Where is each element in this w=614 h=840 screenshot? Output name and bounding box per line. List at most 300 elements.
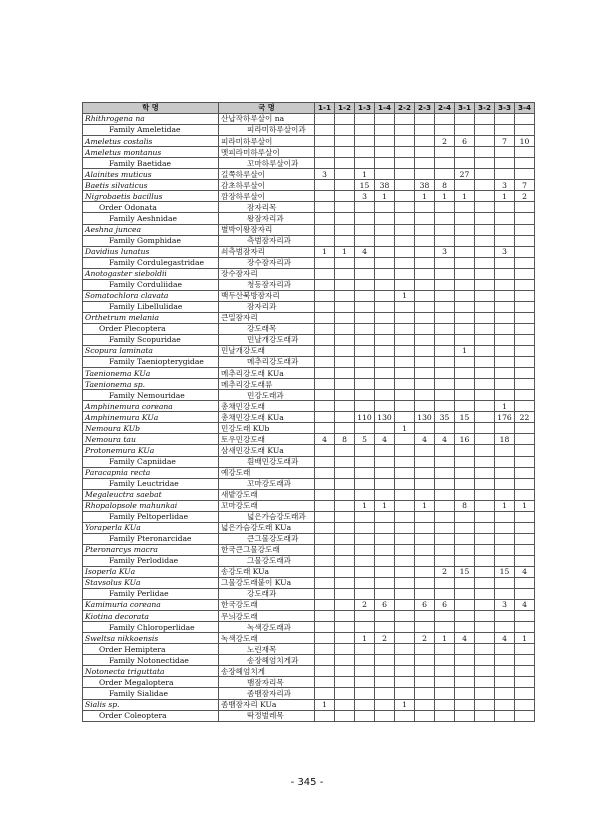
count-cell	[415, 644, 435, 655]
count-cell	[475, 445, 495, 456]
count-cell: 130	[375, 412, 395, 423]
count-cell	[435, 688, 455, 699]
count-cell	[355, 688, 375, 699]
scientific-name-cell: Megaleuctra saebat	[83, 489, 219, 500]
count-cell: 6	[375, 600, 395, 611]
count-cell	[355, 114, 375, 125]
count-cell	[515, 578, 535, 589]
count-cell	[335, 566, 355, 577]
column-header: 1-1	[315, 103, 335, 114]
count-cell	[515, 611, 535, 622]
count-cell	[315, 600, 335, 611]
count-cell	[355, 589, 375, 600]
count-cell: 15	[355, 180, 375, 191]
table-row	[83, 710, 535, 721]
count-cell	[335, 346, 355, 357]
count-cell: 3	[315, 169, 335, 180]
count-cell	[495, 158, 515, 169]
table-row	[83, 644, 535, 655]
count-cell	[415, 699, 435, 710]
count-cell	[495, 677, 515, 688]
count-cell	[475, 180, 495, 191]
count-cell: 15	[455, 566, 475, 577]
count-cell	[475, 279, 495, 290]
count-cell	[455, 312, 475, 323]
count-cell	[395, 533, 415, 544]
count-cell	[455, 677, 475, 688]
count-cell	[355, 622, 375, 633]
count-cell	[415, 467, 435, 478]
table-row	[83, 158, 535, 169]
count-cell	[375, 257, 395, 268]
count-cell	[435, 456, 455, 467]
count-cell: 4	[495, 633, 515, 644]
scientific-name-cell: Family Chloroperlidae	[83, 622, 219, 633]
count-cell	[395, 114, 415, 125]
count-cell	[515, 710, 535, 721]
count-cell	[495, 268, 515, 279]
count-cell	[455, 611, 475, 622]
count-cell	[315, 511, 335, 522]
count-cell	[395, 500, 415, 511]
count-cell	[475, 544, 495, 555]
scientific-name-cell: Order Coleoptera	[83, 710, 219, 721]
count-cell: 4	[375, 434, 395, 445]
table-row	[83, 489, 535, 500]
count-cell	[335, 600, 355, 611]
table-row	[83, 622, 535, 633]
scientific-name-cell: Alainites muticus	[83, 169, 219, 180]
count-cell	[355, 578, 375, 589]
count-cell	[415, 655, 435, 666]
count-cell	[435, 147, 455, 158]
count-cell	[495, 213, 515, 224]
count-cell	[495, 644, 515, 655]
count-cell	[335, 456, 355, 467]
count-cell	[355, 699, 375, 710]
count-cell	[455, 578, 475, 589]
table-row	[83, 600, 535, 611]
table-row	[83, 478, 535, 489]
korean-name-cell: 왕잠자리과	[219, 213, 315, 224]
column-header: 3-3	[495, 103, 515, 114]
count-cell	[355, 136, 375, 147]
count-cell	[515, 213, 535, 224]
count-cell: 2	[435, 136, 455, 147]
count-cell: 8	[435, 180, 455, 191]
count-cell	[335, 489, 355, 500]
korean-name-cell: 총채민강도래 KUa	[219, 412, 315, 423]
count-cell	[375, 644, 395, 655]
count-cell	[435, 290, 455, 301]
count-cell	[475, 114, 495, 125]
count-cell	[375, 379, 395, 390]
count-cell	[355, 357, 375, 368]
scientific-name-cell: Aeshna juncea	[83, 224, 219, 235]
table-row	[83, 279, 535, 290]
count-cell	[495, 202, 515, 213]
count-cell	[375, 589, 395, 600]
count-cell	[315, 611, 335, 622]
scientific-name-cell: Amphinemura KUa	[83, 412, 219, 423]
count-cell	[375, 688, 395, 699]
table-row	[83, 611, 535, 622]
count-cell	[495, 125, 515, 136]
count-cell: 15	[455, 412, 475, 423]
count-cell: 1	[495, 500, 515, 511]
count-cell	[515, 666, 535, 677]
count-cell	[475, 268, 495, 279]
table-row	[83, 445, 535, 456]
count-cell	[395, 312, 415, 323]
count-cell	[455, 368, 475, 379]
count-cell	[355, 666, 375, 677]
count-cell	[335, 301, 355, 312]
count-cell	[475, 710, 495, 721]
count-cell	[355, 323, 375, 334]
count-cell	[315, 158, 335, 169]
count-cell	[455, 246, 475, 257]
count-cell	[395, 401, 415, 412]
count-cell	[415, 622, 435, 633]
count-cell: 1	[415, 500, 435, 511]
count-cell	[515, 699, 535, 710]
count-cell	[315, 677, 335, 688]
korean-name-cell: 깜장하루살이	[219, 191, 315, 202]
count-cell	[435, 622, 455, 633]
korean-name-cell: 감초하루살이	[219, 180, 315, 191]
table-row	[83, 125, 535, 136]
count-cell	[375, 224, 395, 235]
count-cell	[415, 522, 435, 533]
count-cell	[495, 666, 515, 677]
count-cell	[315, 312, 335, 323]
count-cell	[415, 445, 435, 456]
korean-name-cell: 새밭강도래	[219, 489, 315, 500]
korean-name-cell: 백두산북방잠자리	[219, 290, 315, 301]
count-cell	[435, 555, 455, 566]
count-cell: 8	[455, 500, 475, 511]
count-cell	[475, 511, 495, 522]
count-cell	[475, 434, 495, 445]
count-cell	[455, 445, 475, 456]
count-cell	[515, 533, 535, 544]
count-cell	[315, 467, 335, 478]
column-header: 2-3	[415, 103, 435, 114]
count-cell	[435, 655, 455, 666]
count-cell	[355, 555, 375, 566]
count-cell	[415, 478, 435, 489]
count-cell	[395, 434, 415, 445]
count-cell	[455, 589, 475, 600]
table-row	[83, 334, 535, 345]
scientific-name-cell: Family Pteronarcidae	[83, 533, 219, 544]
count-cell: 18	[495, 434, 515, 445]
count-cell	[355, 147, 375, 158]
count-cell	[355, 379, 375, 390]
count-cell	[475, 334, 495, 345]
count-cell	[315, 213, 335, 224]
count-cell	[455, 390, 475, 401]
count-cell: 2	[515, 191, 535, 202]
count-cell	[335, 224, 355, 235]
table-row	[83, 257, 535, 268]
count-cell	[495, 235, 515, 246]
count-cell	[495, 423, 515, 434]
count-cell	[435, 235, 455, 246]
count-cell	[415, 666, 435, 677]
count-cell	[395, 478, 415, 489]
table-row	[83, 268, 535, 279]
count-cell	[315, 301, 335, 312]
scientific-name-cell: Davidius lunatus	[83, 246, 219, 257]
count-cell	[355, 401, 375, 412]
column-header: 3-2	[475, 103, 495, 114]
scientific-name-cell: Family Ameletidae	[83, 125, 219, 136]
count-cell: 1	[435, 633, 455, 644]
count-cell	[515, 169, 535, 180]
species-table	[82, 102, 535, 722]
count-cell	[395, 412, 415, 423]
count-cell	[515, 511, 535, 522]
table-header-row	[83, 103, 535, 114]
korean-name-cell: 딱정벌레목	[219, 710, 315, 721]
count-cell	[415, 147, 435, 158]
count-cell	[355, 158, 375, 169]
count-cell	[395, 279, 415, 290]
scientific-name-cell: Order Odonata	[83, 202, 219, 213]
korean-name-cell: 피라미하루살이과	[219, 125, 315, 136]
count-cell	[475, 235, 495, 246]
count-cell	[375, 478, 395, 489]
scientific-name-cell: Family Peltoperlidae	[83, 511, 219, 522]
count-cell	[475, 125, 495, 136]
count-cell	[495, 368, 515, 379]
count-cell: 3	[495, 246, 515, 257]
count-cell: 4	[515, 566, 535, 577]
scientific-name-cell: Kiotina decorata	[83, 611, 219, 622]
count-cell	[415, 544, 435, 555]
count-cell	[355, 224, 375, 235]
count-cell	[475, 213, 495, 224]
count-cell	[395, 511, 415, 522]
table-row	[83, 114, 535, 125]
count-cell	[495, 522, 515, 533]
column-header: 3-4	[515, 103, 535, 114]
korean-name-cell: 녹색강도래과	[219, 622, 315, 633]
count-cell	[515, 401, 535, 412]
column-header: 학 명	[83, 103, 219, 114]
count-cell	[375, 456, 395, 467]
count-cell	[495, 357, 515, 368]
korean-name-cell: 꼬마강도래과	[219, 478, 315, 489]
count-cell	[435, 489, 455, 500]
count-cell: 6	[455, 136, 475, 147]
count-cell: 38	[375, 180, 395, 191]
table-row	[83, 566, 535, 577]
count-cell: 6	[415, 600, 435, 611]
count-cell	[475, 202, 495, 213]
count-cell	[355, 125, 375, 136]
count-cell	[475, 578, 495, 589]
count-cell	[435, 213, 455, 224]
count-cell	[455, 125, 475, 136]
count-cell	[335, 500, 355, 511]
count-cell	[435, 677, 455, 688]
count-cell	[415, 323, 435, 334]
count-cell	[495, 710, 515, 721]
count-cell	[355, 235, 375, 246]
count-cell	[375, 147, 395, 158]
count-cell: 1	[395, 699, 415, 710]
count-cell	[475, 357, 495, 368]
count-cell	[335, 125, 355, 136]
count-cell	[455, 268, 475, 279]
count-cell	[335, 136, 355, 147]
count-cell: 1	[455, 346, 475, 357]
count-cell	[515, 147, 535, 158]
korean-name-cell: 메추리강도래류	[219, 379, 315, 390]
count-cell	[455, 478, 475, 489]
count-cell	[475, 290, 495, 301]
count-cell	[335, 334, 355, 345]
table-row	[83, 323, 535, 334]
count-cell	[515, 246, 535, 257]
count-cell	[315, 334, 335, 345]
count-cell	[515, 114, 535, 125]
count-cell	[415, 246, 435, 257]
count-cell	[335, 390, 355, 401]
count-cell	[335, 555, 355, 566]
count-cell	[495, 445, 515, 456]
korean-name-cell: 쇠측범잠자리	[219, 246, 315, 257]
count-cell	[395, 213, 415, 224]
count-cell: 4	[455, 633, 475, 644]
count-cell	[335, 677, 355, 688]
count-cell	[515, 224, 535, 235]
count-cell	[395, 191, 415, 202]
count-cell: 4	[435, 434, 455, 445]
count-cell	[395, 301, 415, 312]
count-cell	[475, 158, 495, 169]
count-cell	[335, 323, 355, 334]
count-cell: 7	[515, 180, 535, 191]
count-cell: 1	[335, 246, 355, 257]
count-cell	[475, 489, 495, 500]
count-cell	[515, 423, 535, 434]
count-cell	[315, 423, 335, 434]
count-cell	[495, 456, 515, 467]
count-cell	[495, 511, 515, 522]
scientific-name-cell: Paracapnia recta	[83, 467, 219, 478]
count-cell	[475, 533, 495, 544]
count-cell	[395, 467, 415, 478]
count-cell	[395, 136, 415, 147]
korean-name-cell: 큰밀잠자리	[219, 312, 315, 323]
count-cell	[355, 257, 375, 268]
korean-name-cell: 송장헤엄치게	[219, 666, 315, 677]
count-cell	[335, 511, 355, 522]
count-cell	[475, 677, 495, 688]
table-row	[83, 533, 535, 544]
count-cell	[415, 677, 435, 688]
count-cell	[335, 357, 355, 368]
scientific-name-cell: Family Leuctridae	[83, 478, 219, 489]
scientific-name-cell: Family Baetidae	[83, 158, 219, 169]
count-cell	[455, 401, 475, 412]
count-cell	[315, 445, 335, 456]
korean-name-cell: 장수잠자리과	[219, 257, 315, 268]
count-cell	[315, 147, 335, 158]
count-cell: 2	[355, 600, 375, 611]
scientific-name-cell: Ameletus montanus	[83, 147, 219, 158]
column-header: 1-2	[335, 103, 355, 114]
scientific-name-cell: Sialis sp.	[83, 699, 219, 710]
scientific-name-cell: Family Sialidae	[83, 688, 219, 699]
count-cell	[375, 334, 395, 345]
count-cell	[475, 423, 495, 434]
count-cell	[435, 467, 455, 478]
count-cell	[395, 346, 415, 357]
count-cell	[395, 246, 415, 257]
count-cell	[355, 511, 375, 522]
count-cell	[375, 235, 395, 246]
scientific-name-cell: Scopura laminata	[83, 346, 219, 357]
count-cell: 1	[395, 423, 415, 434]
scientific-name-cell: Notonecta triguttata	[83, 666, 219, 677]
count-cell	[435, 522, 455, 533]
count-cell	[395, 268, 415, 279]
count-cell	[355, 710, 375, 721]
count-cell	[475, 555, 495, 566]
count-cell	[495, 622, 515, 633]
count-cell: 35	[435, 412, 455, 423]
count-cell	[395, 666, 415, 677]
count-cell	[315, 555, 335, 566]
count-cell	[495, 589, 515, 600]
count-cell	[495, 290, 515, 301]
count-cell	[315, 456, 335, 467]
korean-name-cell: 녹색강도래	[219, 633, 315, 644]
scientific-name-cell: Family Libellulidae	[83, 301, 219, 312]
count-cell	[415, 334, 435, 345]
count-cell	[455, 522, 475, 533]
count-cell	[475, 655, 495, 666]
count-cell: 8	[335, 434, 355, 445]
korean-name-cell: 메추리강도래 KUa	[219, 368, 315, 379]
scientific-name-cell: Family Nemouridae	[83, 390, 219, 401]
count-cell	[515, 478, 535, 489]
count-cell	[495, 390, 515, 401]
korean-name-cell: 잠자리목	[219, 202, 315, 213]
count-cell	[375, 169, 395, 180]
scientific-name-cell: Order Megaloptera	[83, 677, 219, 688]
count-cell: 1	[415, 191, 435, 202]
count-cell	[435, 346, 455, 357]
scientific-name-cell: Family Gomphidae	[83, 235, 219, 246]
count-cell	[455, 533, 475, 544]
korean-name-cell: 측범잠자리과	[219, 235, 315, 246]
count-cell	[495, 224, 515, 235]
count-cell	[355, 655, 375, 666]
count-cell	[355, 489, 375, 500]
count-cell	[315, 379, 335, 390]
count-cell	[475, 346, 495, 357]
count-cell	[435, 611, 455, 622]
scientific-name-cell: Family Capniidae	[83, 456, 219, 467]
count-cell	[455, 666, 475, 677]
count-cell	[355, 456, 375, 467]
